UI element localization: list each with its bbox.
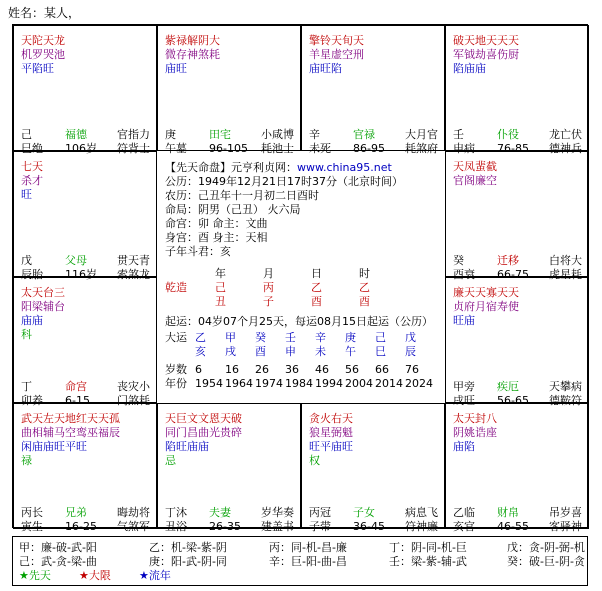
- info-shengong: 身宫：酉 身主：天相: [165, 231, 268, 244]
- palace-stars: [21, 412, 120, 468]
- shensha-text: 官指力: [117, 128, 150, 141]
- shensha-text: 索煞龙: [117, 268, 150, 281]
- info-doujun: 子年斗君：亥: [165, 245, 231, 258]
- age-value: 36: [285, 363, 299, 376]
- palace-mao: [13, 277, 157, 407]
- age-value: 26: [255, 363, 269, 376]
- year-value: 2024: [405, 377, 433, 390]
- info-mingju: 命局：阴男（己丑） 火六局: [165, 203, 301, 216]
- star-line: 杀才: [21, 174, 43, 187]
- dayun-branch: 亥: [195, 345, 206, 358]
- shensha-text: 贯天青: [117, 254, 150, 267]
- legend-key-label: 先天: [28, 569, 51, 582]
- palace-name: 父母: [65, 254, 87, 267]
- star-line: 太天台三: [21, 286, 65, 299]
- age-range: 6-15: [65, 394, 90, 407]
- ganzhi-text: 巳绝: [21, 142, 43, 155]
- dayun-stem: 庚: [345, 331, 356, 344]
- palace-stars: [309, 412, 353, 468]
- site-link[interactable]: www.china95.net: [297, 161, 392, 174]
- dayun-stem: 戊: [405, 331, 416, 344]
- star-line: 阳梁辅台: [21, 300, 65, 313]
- shensha-text: 龙亡伏: [549, 128, 582, 141]
- palace-name: 疾厄: [497, 380, 519, 393]
- shensha-text: 天攀病: [549, 380, 582, 393]
- legend-item: 庚：阳-武-阴-同: [149, 555, 227, 568]
- star-icon: ★: [139, 569, 149, 582]
- star-line: 陷庙庙: [453, 62, 486, 75]
- dayun-branch: 戌: [225, 345, 236, 358]
- star-line: 庙庙: [21, 314, 43, 327]
- palace-name: 兄弟: [65, 506, 87, 519]
- dayun-branches-row: [195, 345, 435, 359]
- ganzhi-text: 戌旺: [453, 394, 475, 407]
- pillar-stems-row: [165, 281, 407, 295]
- pillar-branch: 子: [263, 295, 274, 308]
- ages-row: [165, 363, 435, 377]
- dayun-label: 大运: [165, 331, 187, 344]
- star-line: 曲相辅马空鸾巫福辰: [21, 426, 120, 439]
- center-head-text: 【先天命盘】元亨利贞网：: [165, 161, 297, 174]
- dayun-stems-row: [165, 331, 435, 345]
- star-line: 机罗哭池: [21, 48, 65, 61]
- shensha-text: 大月官: [405, 128, 438, 141]
- year-value: 1974: [255, 377, 283, 390]
- palace-hai: [445, 403, 589, 533]
- pillar-stem: 丙: [263, 281, 274, 294]
- age-range: 76-85: [497, 142, 529, 155]
- age-range: 96-105: [209, 142, 248, 155]
- age-value: 76: [405, 363, 419, 376]
- dayun-branch: 巳: [375, 345, 386, 358]
- star-line: 庙陷: [453, 440, 475, 453]
- ganzhi-text: 辰胎: [21, 268, 43, 281]
- palace-stars: [21, 34, 65, 76]
- palace-yin: [13, 403, 157, 533]
- year-label: 年份: [165, 377, 187, 390]
- dayun-stem: 己: [375, 331, 386, 344]
- shensha-text: 晦劫将: [117, 506, 150, 519]
- shensha-text: 建盖书: [261, 520, 294, 533]
- age-range: 26-35: [209, 520, 241, 533]
- age-value: 46: [315, 363, 329, 376]
- pillar-branches-row: [215, 295, 407, 309]
- age-range: 86-95: [353, 142, 385, 155]
- star-line: 旺: [21, 188, 32, 201]
- info-gongli: 公历：1949年12月21日17时37分（北京时间）: [165, 175, 403, 188]
- age-range: 116岁: [65, 268, 97, 281]
- age-value: 56: [345, 363, 359, 376]
- years-row: [165, 377, 435, 391]
- ganzhi-text: 卯养: [21, 394, 43, 407]
- star-line: 七天: [21, 160, 43, 173]
- palace-name: 官禄: [353, 128, 375, 141]
- shensha-text: 符神廉: [405, 520, 438, 533]
- star-line: 军钺劫喜伤厨: [453, 48, 519, 61]
- palace-name: 迁移: [497, 254, 519, 267]
- age-range: 36-45: [353, 520, 385, 533]
- palace-zi: [301, 403, 445, 533]
- palace-name: 子女: [353, 506, 375, 519]
- pillar-stem: 乙: [359, 281, 370, 294]
- palace-name: 田宅: [209, 128, 231, 141]
- star-line: 平陷旺: [21, 62, 54, 75]
- star-line: 羊星虚空刑: [309, 48, 364, 61]
- star-line: 天凤蜚截: [453, 160, 497, 173]
- age-label: 岁数: [165, 363, 187, 376]
- ganzhi-text: 亥官: [453, 520, 475, 533]
- star-line: 天巨文文恩天破: [165, 412, 242, 425]
- info-nongli: 农历：己丑年十一月初二日酉时: [165, 189, 319, 202]
- shensha-text: 德神兵: [549, 142, 582, 155]
- ganzhi-text: 寅生: [21, 520, 43, 533]
- star-line: 贪火右天: [309, 412, 353, 425]
- dayun-stem: 癸: [255, 331, 266, 344]
- palace-you: [445, 151, 589, 281]
- legend-item: 丁：阴-同-机-巨: [389, 541, 467, 554]
- shensha-text: 吊岁喜: [549, 506, 582, 519]
- dayun-stem: 甲: [225, 331, 236, 344]
- legend-item: 甲：廉-破-武-阳: [19, 541, 97, 554]
- sihua-legend: [12, 536, 588, 586]
- pillar-head-year: 年: [215, 267, 226, 280]
- dayun-stem: 辛: [315, 331, 326, 344]
- ganzhi-text: 未死: [309, 142, 331, 155]
- star-line: 廉天天寡天天: [453, 286, 519, 299]
- palace-chou: [157, 403, 301, 533]
- ganzhi-text: 子带: [309, 520, 331, 533]
- star-line: 陷旺庙庙: [165, 440, 209, 453]
- shensha-text: 耗池士: [261, 142, 294, 155]
- legend-key-item: [79, 569, 111, 583]
- star-line: 权: [309, 454, 320, 467]
- legend-item: 己：武-贪-梁-曲: [19, 555, 97, 568]
- legend-item: 壬：梁-紫-辅-武: [389, 555, 467, 568]
- legend-key-label: 流年: [148, 569, 171, 582]
- ganzhi-text: 丙冠: [309, 506, 331, 519]
- age-range: 106岁: [65, 142, 97, 155]
- shensha-text: 气煞军: [117, 520, 150, 533]
- legend-item: 乙：机-梁-紫-阴: [149, 541, 227, 554]
- shensha-text: 耗煞府: [405, 142, 438, 155]
- palace-name: 夫妻: [209, 506, 231, 519]
- shensha-text: 客驿神: [549, 520, 582, 533]
- ganzhi-text: 申病: [453, 142, 475, 155]
- pillar-heads: [215, 267, 407, 281]
- ganzhi-text: 癸: [453, 254, 464, 267]
- ganzhi-text: 壬: [453, 128, 464, 141]
- star-icon: ★: [79, 569, 89, 582]
- ganzhi-text: 丑浴: [165, 520, 187, 533]
- star-line: 闲庙庙旺平旺: [21, 440, 87, 453]
- palace-shen: [445, 25, 589, 155]
- shensha-text: 门煞耗: [117, 394, 150, 407]
- palace-stars: [453, 34, 519, 76]
- palace-stars: [21, 286, 65, 342]
- palace-stars: [453, 286, 519, 328]
- pillar-head-day: 日: [311, 267, 322, 280]
- ganzhi-text: 辛: [309, 128, 320, 141]
- palace-stars: [165, 412, 242, 468]
- legend-key-label: 大限: [88, 569, 111, 582]
- ganzhi-text: 丁沐: [165, 506, 187, 519]
- year-value: 1984: [285, 377, 313, 390]
- star-line: 狼星弼魁: [309, 426, 353, 439]
- palace-name: 仆役: [497, 128, 519, 141]
- pillar-branch: 丑: [215, 295, 226, 308]
- page-title: 姓名：某人，: [8, 6, 81, 20]
- ganzhi-text: 甲旁: [453, 380, 475, 393]
- year-value: 2004: [345, 377, 373, 390]
- ganzhi-text: 乙临: [453, 506, 475, 519]
- pillar-label: 乾造: [165, 281, 187, 294]
- palace-xu: [445, 277, 589, 407]
- star-line: 官阁廉空: [453, 174, 497, 187]
- age-range: 46-55: [497, 520, 529, 533]
- dayun-branch: 未: [315, 345, 326, 358]
- legend-item: 癸：破-巨-阴-贪: [507, 555, 585, 568]
- legend-item: 戊：贪-阴-弼-机: [507, 541, 585, 554]
- star-line: 天陀天龙: [21, 34, 65, 47]
- year-value: 1954: [195, 377, 223, 390]
- star-line: 忌: [165, 454, 176, 467]
- age-value: 16: [225, 363, 239, 376]
- palace-stars: [453, 412, 497, 454]
- star-line: 科: [21, 328, 32, 341]
- palace-stars: [21, 160, 43, 202]
- palace-wu: [157, 25, 301, 155]
- dayun-branch: 午: [345, 345, 356, 358]
- age-value: 66: [375, 363, 389, 376]
- legend-key-item: [19, 569, 51, 583]
- dayun-branch: 辰: [405, 345, 416, 358]
- palace-stars: [453, 160, 497, 188]
- pillar-stem: 乙: [311, 281, 322, 294]
- shensha-text: 虎星耗: [549, 268, 582, 281]
- shensha-text: 德鞍符: [549, 394, 582, 407]
- palace-name: 命宫: [65, 380, 87, 393]
- palace-name: 福德: [65, 128, 87, 141]
- age-range: 56-65: [497, 394, 529, 407]
- palace-wei: [301, 25, 445, 155]
- chart-grid: [12, 24, 588, 533]
- star-line: 擎铃天旬天: [309, 34, 364, 47]
- star-icon: ★: [19, 569, 29, 582]
- pillar-branch: 酉: [359, 295, 370, 308]
- shensha-text: 丧灾小: [117, 380, 150, 393]
- qiyun-line: 起运：04岁07个月25天，每运08月15日起运（公历）: [165, 315, 433, 328]
- pillar-head-month: 月: [263, 267, 274, 280]
- star-line: 同门昌曲光贵碎: [165, 426, 242, 439]
- star-line: 微存神煞耗: [165, 48, 220, 61]
- dayun-branch: 申: [285, 345, 296, 358]
- dayun-stem: 壬: [285, 331, 296, 344]
- shensha-text: 符背士: [117, 142, 150, 155]
- ganzhi-text: 戊: [21, 254, 32, 267]
- star-line: 旺平庙旺: [309, 440, 353, 453]
- star-line: 庙旺陷: [309, 62, 342, 75]
- dayun-stem: 乙: [195, 331, 206, 344]
- star-line: 紫禄解阴大: [165, 34, 220, 47]
- ganzhi-text: 己: [21, 128, 32, 141]
- ganzhi-text: 庚: [165, 128, 176, 141]
- star-line: 武天左天地红天天孤: [21, 412, 120, 425]
- star-line: 庙旺: [165, 62, 187, 75]
- palace-si: [13, 25, 157, 155]
- palace-name: 财帛: [497, 506, 519, 519]
- legend-item: 丙：同-机-昌-廉: [269, 541, 347, 554]
- center-panel: [157, 151, 445, 403]
- center-header: [165, 161, 392, 175]
- age-range: 16-25: [65, 520, 97, 533]
- age-range: 66-75: [497, 268, 529, 281]
- shensha-text: 白将大: [549, 254, 582, 267]
- ganzhi-text: 丙长: [21, 506, 43, 519]
- shensha-text: 岁华奏: [261, 506, 294, 519]
- pillar-branch: 酉: [311, 295, 322, 308]
- palace-stars: [165, 34, 220, 76]
- palace-stars: [309, 34, 364, 76]
- star-line: 阴姚诰座: [453, 426, 497, 439]
- shensha-text: 病息飞: [405, 506, 438, 519]
- star-line: 贞府月宿寿使: [453, 300, 519, 313]
- ganzhi-text: 丁: [21, 380, 32, 393]
- pillar-stem: 己: [215, 281, 226, 294]
- ganzhi-text: 午墓: [165, 142, 187, 155]
- star-line: 禄: [21, 454, 32, 467]
- year-value: 2014: [375, 377, 403, 390]
- age-value: 6: [195, 363, 202, 376]
- star-line: 破天地天天天: [453, 34, 519, 47]
- legend-item: 辛：巨-阳-曲-昌: [269, 555, 347, 568]
- ganzhi-text: 酉衰: [453, 268, 475, 281]
- dayun-branch: 酉: [255, 345, 266, 358]
- shensha-text: 小咸博: [261, 128, 294, 141]
- year-value: 1964: [225, 377, 253, 390]
- pillar-head-hour: 时: [359, 267, 370, 280]
- legend-key-item: [139, 569, 171, 583]
- info-minggong: 命宫：卯 命主：文曲: [165, 217, 268, 230]
- star-line: 太天封八: [453, 412, 497, 425]
- star-line: 旺庙: [453, 314, 475, 327]
- year-value: 1994: [315, 377, 343, 390]
- palace-chen: [13, 151, 157, 281]
